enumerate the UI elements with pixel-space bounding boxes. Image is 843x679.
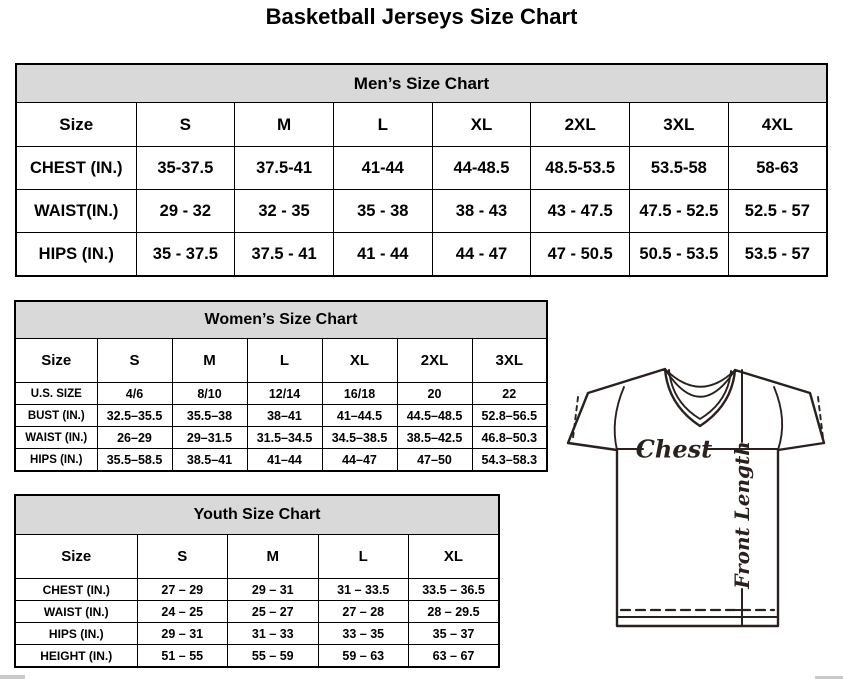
row-label: HIPS (IN.) <box>15 449 97 472</box>
table-row <box>16 190 827 233</box>
jersey-outline <box>568 369 824 626</box>
right-armhole-seam <box>774 387 782 450</box>
row-label: WAIST (IN.) <box>15 601 137 623</box>
size-value-cell: 52.5 - 57 <box>728 190 827 233</box>
size-value-cell: 51 – 55 <box>137 645 228 668</box>
scrollbar-fragment-left[interactable] <box>0 675 25 679</box>
row-label: CHEST (IN.) <box>16 147 136 190</box>
size-column-header: XL <box>432 103 531 147</box>
size-column-header: S <box>137 535 228 579</box>
size-value-cell: 50.5 - 53.5 <box>630 233 729 277</box>
size-value-cell: 35.5–38 <box>172 405 247 427</box>
size-value-cell: 53.5-58 <box>630 147 729 190</box>
table-row <box>15 405 547 427</box>
table-row <box>16 147 827 190</box>
size-label: Size <box>15 339 97 383</box>
row-label: HIPS (IN.) <box>15 623 137 645</box>
size-header-row <box>15 339 547 383</box>
row-label: BUST (IN.) <box>15 405 97 427</box>
size-value-cell: 29 – 31 <box>137 623 228 645</box>
chest-label: Chest <box>635 434 713 464</box>
size-value-cell: 31 – 33 <box>228 623 319 645</box>
size-value-cell: 54.3–58.3 <box>472 449 547 472</box>
table-row <box>15 579 499 601</box>
size-value-cell: 41 - 44 <box>333 233 432 277</box>
size-value-cell: 48.5-53.5 <box>531 147 630 190</box>
row-label: WAIST (IN.) <box>15 427 97 449</box>
size-value-cell: 12/14 <box>247 383 322 405</box>
size-column-header: S <box>97 339 172 383</box>
size-value-cell: 27 – 29 <box>137 579 228 601</box>
size-label: Size <box>16 103 136 147</box>
size-value-cell: 33.5 – 36.5 <box>409 579 500 601</box>
size-column-header: 3XL <box>630 103 729 147</box>
table-row <box>15 601 499 623</box>
size-value-cell: 24 – 25 <box>137 601 228 623</box>
size-value-cell: 55 – 59 <box>228 645 319 668</box>
size-value-cell: 44 - 47 <box>432 233 531 277</box>
size-column-header: L <box>318 535 409 579</box>
size-column-header: 3XL <box>472 339 547 383</box>
table-row <box>15 623 499 645</box>
size-value-cell: 58-63 <box>728 147 827 190</box>
size-column-header: M <box>228 535 319 579</box>
size-value-cell: 46.8–50.3 <box>472 427 547 449</box>
size-value-cell: 16/18 <box>322 383 397 405</box>
size-value-cell: 29 - 32 <box>136 190 235 233</box>
size-value-cell: 27 – 28 <box>318 601 409 623</box>
table-header-band <box>16 64 827 103</box>
size-value-cell: 28 – 29.5 <box>409 601 500 623</box>
front-length-label: Front Length <box>730 441 754 589</box>
size-column-header: L <box>333 103 432 147</box>
row-label: WAIST(IN.) <box>16 190 136 233</box>
size-value-cell: 38.5–41 <box>172 449 247 472</box>
size-value-cell: 38 - 43 <box>432 190 531 233</box>
size-value-cell: 29–31.5 <box>172 427 247 449</box>
size-value-cell: 32 - 35 <box>235 190 334 233</box>
size-value-cell: 35-37.5 <box>136 147 235 190</box>
size-value-cell: 53.5 - 57 <box>728 233 827 277</box>
size-value-cell: 59 – 63 <box>318 645 409 668</box>
size-header-row <box>16 103 827 147</box>
size-value-cell: 37.5 - 41 <box>235 233 334 277</box>
table-row <box>15 383 547 405</box>
size-column-header: L <box>247 339 322 383</box>
table-row <box>15 645 499 668</box>
size-value-cell: 63 – 67 <box>409 645 500 668</box>
page-title: Basketball Jerseys Size Chart <box>265 4 578 29</box>
size-value-cell: 35 - 37.5 <box>136 233 235 277</box>
size-value-cell: 44–47 <box>322 449 397 472</box>
size-value-cell: 38–41 <box>247 405 322 427</box>
row-label: U.S. SIZE <box>15 383 97 405</box>
size-value-cell: 35 - 38 <box>333 190 432 233</box>
size-value-cell: 47–50 <box>397 449 472 472</box>
table-row <box>15 427 547 449</box>
size-value-cell: 37.5-41 <box>235 147 334 190</box>
size-value-cell: 4/6 <box>97 383 172 405</box>
size-value-cell: 31.5–34.5 <box>247 427 322 449</box>
size-value-cell: 38.5–42.5 <box>397 427 472 449</box>
size-value-cell: 35.5–58.5 <box>97 449 172 472</box>
size-header-row <box>15 535 499 579</box>
size-value-cell: 41-44 <box>333 147 432 190</box>
size-label: Size <box>15 535 137 579</box>
left-armhole-seam <box>615 387 624 450</box>
size-value-cell: 35 – 37 <box>409 623 500 645</box>
collar-inner-v <box>669 370 731 419</box>
table-title: Men’s Size Chart <box>16 64 827 103</box>
size-value-cell: 31 – 33.5 <box>318 579 409 601</box>
size-column-header: 2XL <box>531 103 630 147</box>
table-row <box>15 449 547 472</box>
table-row <box>16 233 827 277</box>
size-column-header: M <box>235 103 334 147</box>
size-column-header: M <box>172 339 247 383</box>
size-column-header: XL <box>409 535 500 579</box>
size-value-cell: 26–29 <box>97 427 172 449</box>
size-value-cell: 8/10 <box>172 383 247 405</box>
size-value-cell: 34.5–38.5 <box>322 427 397 449</box>
size-value-cell: 44.5–48.5 <box>397 405 472 427</box>
row-label: HEIGHT (IN.) <box>15 645 137 668</box>
size-value-cell: 25 – 27 <box>228 601 319 623</box>
youth-size-table <box>14 494 500 668</box>
size-column-header: S <box>136 103 235 147</box>
size-value-cell: 29 – 31 <box>228 579 319 601</box>
table-header-band <box>15 301 547 339</box>
table-title: Women’s Size Chart <box>15 301 547 339</box>
size-value-cell: 41–44 <box>247 449 322 472</box>
size-value-cell: 41–44.5 <box>322 405 397 427</box>
size-column-header: 4XL <box>728 103 827 147</box>
size-value-cell: 33 – 35 <box>318 623 409 645</box>
size-column-header: 2XL <box>397 339 472 383</box>
size-value-cell: 22 <box>472 383 547 405</box>
size-value-cell: 32.5–35.5 <box>97 405 172 427</box>
size-value-cell: 44-48.5 <box>432 147 531 190</box>
table-title: Youth Size Chart <box>15 495 499 535</box>
size-column-header: XL <box>322 339 397 383</box>
size-value-cell: 47 - 50.5 <box>531 233 630 277</box>
row-label: HIPS (IN.) <box>16 233 136 277</box>
jersey-measurement-diagram <box>553 358 843 636</box>
size-value-cell: 20 <box>397 383 472 405</box>
size-value-cell: 47.5 - 52.5 <box>630 190 729 233</box>
row-label: CHEST (IN.) <box>15 579 137 601</box>
size-value-cell: 43 - 47.5 <box>531 190 630 233</box>
size-value-cell: 52.8–56.5 <box>472 405 547 427</box>
mens-size-table <box>15 63 828 277</box>
womens-size-table <box>14 300 548 472</box>
table-header-band <box>15 495 499 535</box>
